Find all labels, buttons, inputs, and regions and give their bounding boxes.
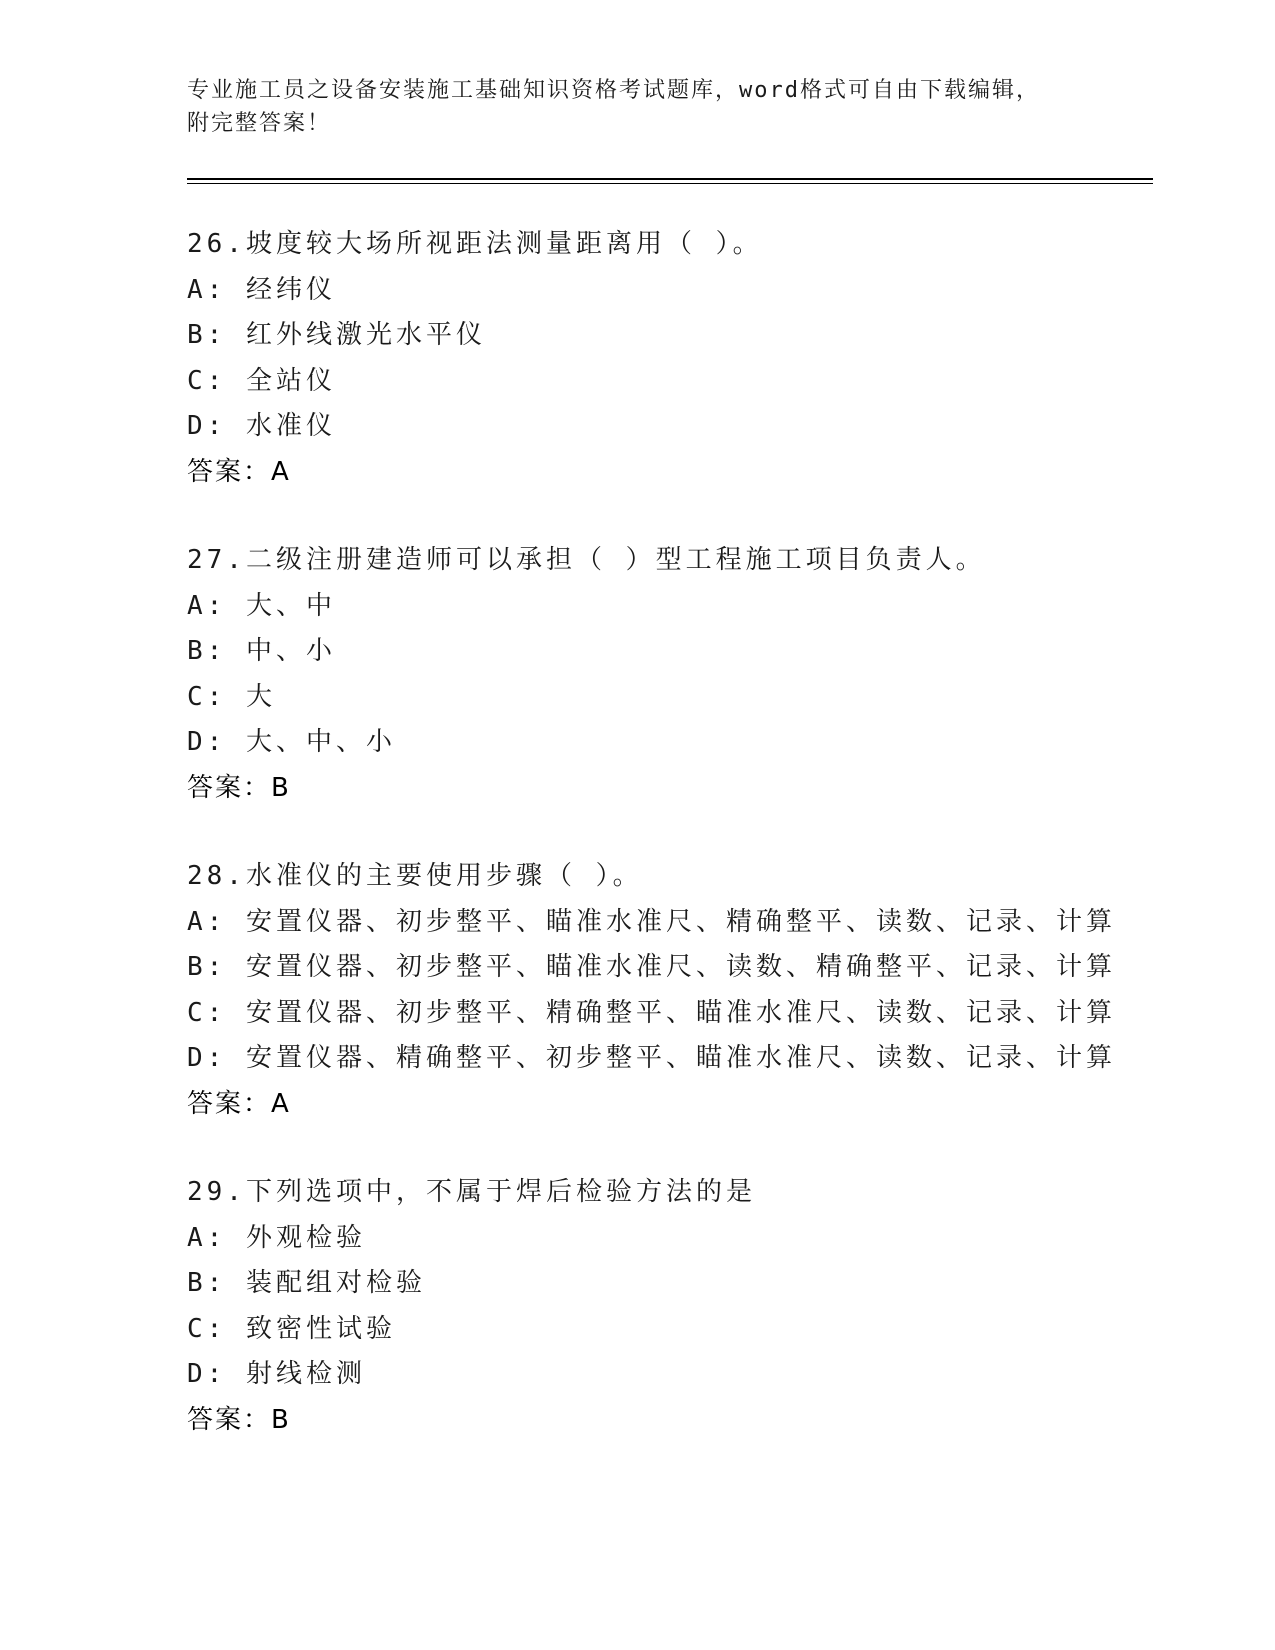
option-b: B: 安置仪器、初步整平、瞄准水准尺、读数、精确整平、记录、计算: [187, 952, 1116, 983]
option-c: C: 全站仪: [187, 365, 336, 396]
option-b: B: 装配组对检验: [187, 1268, 426, 1299]
option-a: A: 安置仪器、初步整平、瞄准水准尺、精确整平、读数、记录、计算: [187, 906, 1116, 937]
option-d: D: 大、中、小: [187, 727, 396, 758]
header-divider: [187, 178, 1153, 184]
header-title-line-1: 专业施工员之设备安装施工基础知识资格考试题库，word格式可自由下载编辑，: [187, 78, 1040, 103]
option-c: C: 致密性试验: [187, 1313, 396, 1344]
option-c: C: 安置仪器、初步整平、精确整平、瞄准水准尺、读数、记录、计算: [187, 997, 1116, 1028]
document-header: [187, 74, 1087, 140]
question-26: [187, 222, 1187, 496]
option-a: A: 大、中: [187, 590, 336, 621]
question-stem: 26.坡度较大场所视距法测量距离用（ ）。: [187, 229, 763, 259]
option-d: D: 水准仪: [187, 411, 336, 442]
option-d: D: 射线检测: [187, 1359, 366, 1390]
option-b: B: 红外线激光水平仪: [187, 320, 486, 351]
question-27: [187, 538, 1187, 812]
header-title-line-2: 附完整答案！: [187, 111, 332, 136]
answer: 答案：A: [187, 1088, 291, 1119]
question-stem: 27.二级注册建造师可以承担（ ）型工程施工项目负责人。: [187, 545, 986, 575]
option-a: A: 经纬仪: [187, 274, 336, 305]
answer: 答案：A: [187, 456, 291, 487]
answer: 答案：B: [187, 1404, 291, 1435]
question-29: [187, 1170, 1187, 1444]
option-a: A: 外观检验: [187, 1222, 366, 1253]
option-c: C: 大: [187, 681, 276, 712]
question-28: [187, 854, 1187, 1128]
question-stem: 28.水准仪的主要使用步骤（ ）。: [187, 861, 643, 891]
option-b: B: 中、小: [187, 636, 336, 667]
question-stem: 29.下列选项中，不属于焊后检验方法的是: [187, 1177, 756, 1207]
answer: 答案：B: [187, 772, 291, 803]
option-d: D: 安置仪器、精确整平、初步整平、瞄准水准尺、读数、记录、计算: [187, 1043, 1116, 1074]
